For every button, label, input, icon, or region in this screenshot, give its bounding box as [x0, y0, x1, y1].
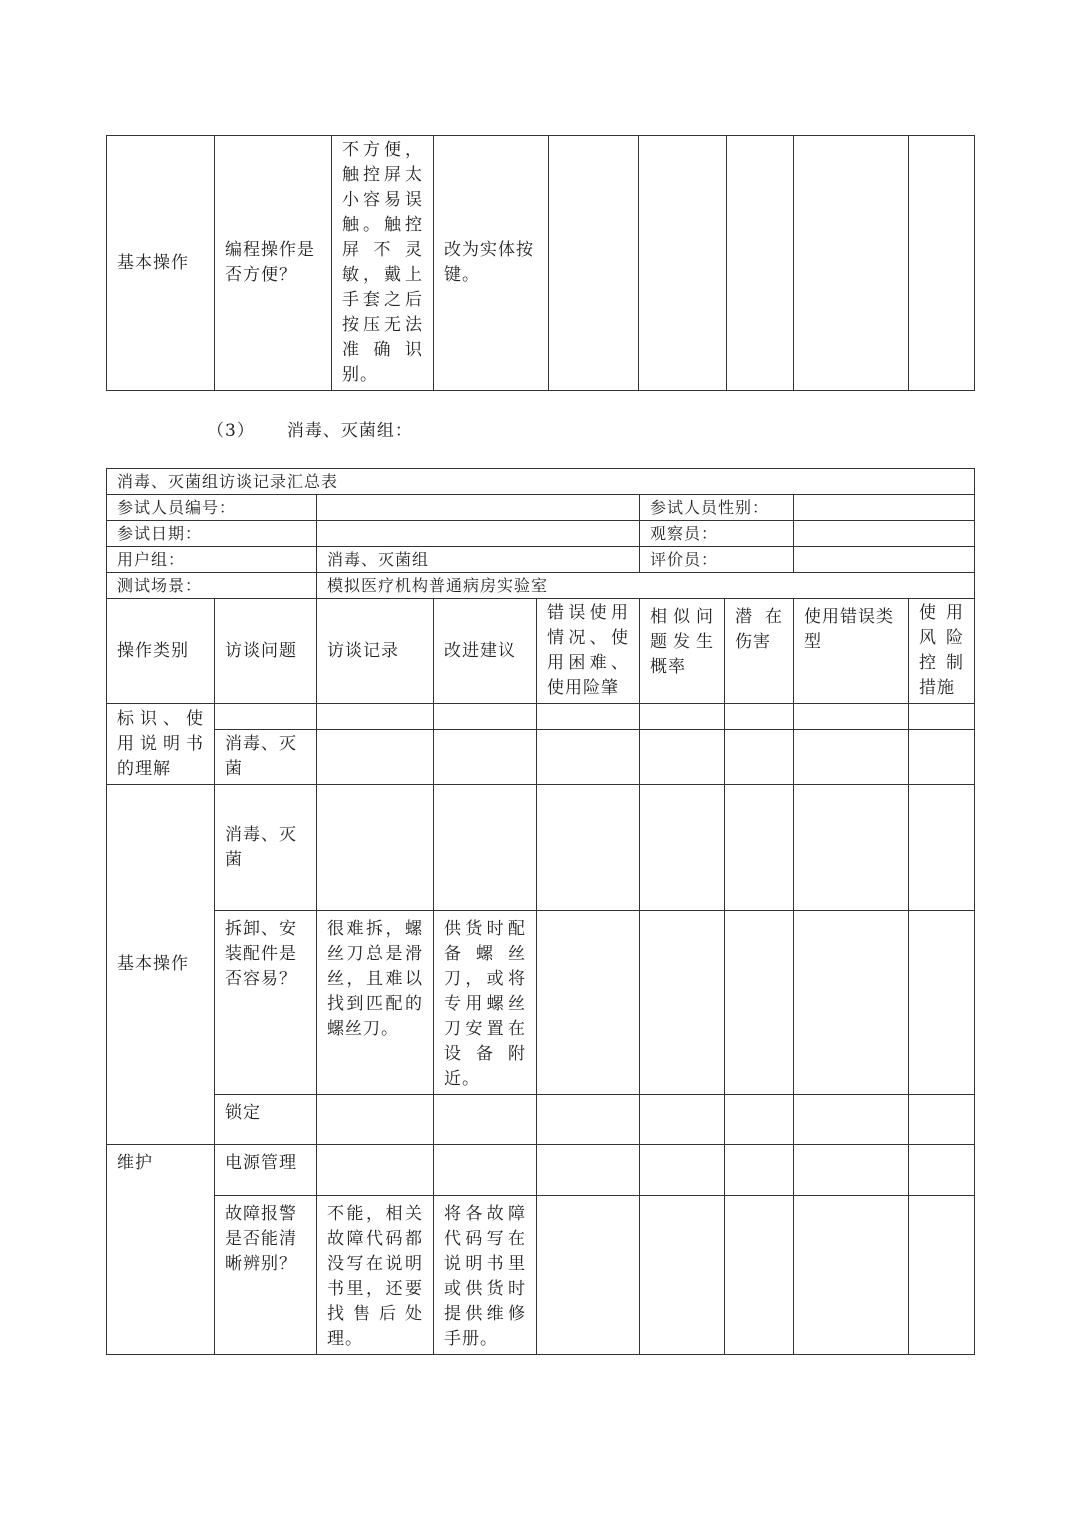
empty-cell	[537, 911, 640, 1095]
empty-cell	[909, 730, 975, 785]
question-cell: 编程操作是否方便？	[215, 136, 332, 391]
section-title: 消毒、灭菌组：	[286, 421, 413, 441]
empty-cell	[727, 136, 794, 391]
header-similar-probability: 相似问题发生概率	[640, 599, 725, 704]
empty-cell	[640, 1095, 725, 1145]
header-suggestion: 改进建议	[434, 599, 537, 704]
empty-cell	[317, 785, 434, 911]
record-cell: 很难拆，螺丝刀总是滑丝，且难以找到匹配的螺丝刀。	[317, 911, 434, 1095]
empty-cell	[725, 704, 794, 730]
empty-cell	[725, 911, 794, 1095]
empty-cell	[434, 730, 537, 785]
record-cell: 不能，相关故障代码都没写在说明书里，还要找售后处理。	[317, 1196, 434, 1355]
empty-cell	[725, 1196, 794, 1355]
empty-cell	[215, 704, 317, 730]
empty-cell	[725, 1095, 794, 1145]
empty-cell	[909, 1196, 975, 1355]
test-date-value	[317, 521, 640, 547]
empty-cell	[909, 1145, 975, 1196]
empty-cell	[794, 704, 909, 730]
header-error-usage: 错误使用情况、使用困难、使用险肇	[537, 599, 640, 704]
empty-cell	[909, 136, 975, 391]
empty-cell	[317, 730, 434, 785]
participant-gender-value	[794, 495, 975, 521]
empty-cell	[640, 704, 725, 730]
section-heading	[207, 416, 413, 441]
table-row	[107, 704, 975, 730]
empty-cell	[537, 1095, 640, 1145]
empty-cell	[640, 785, 725, 911]
header-potential-harm: 潜在伤害	[725, 599, 794, 704]
table-row	[107, 911, 975, 1095]
empty-cell	[909, 785, 975, 911]
observer-value	[794, 521, 975, 547]
group-maintenance: 维护	[107, 1145, 215, 1355]
participant-gender-label: 参试人员性别：	[640, 495, 794, 521]
empty-cell	[434, 704, 537, 730]
category-cell: 基本操作	[107, 136, 215, 391]
empty-cell	[537, 704, 640, 730]
user-group-label: 用户组：	[107, 547, 317, 573]
table-row	[107, 1196, 975, 1355]
empty-cell	[909, 704, 975, 730]
interview-summary-table	[106, 468, 975, 1355]
empty-cell	[434, 1145, 537, 1196]
empty-cell	[640, 730, 725, 785]
table-row	[107, 785, 975, 911]
info-row	[107, 495, 975, 521]
empty-cell	[725, 785, 794, 911]
empty-cell	[639, 136, 727, 391]
empty-cell	[725, 1145, 794, 1196]
header-record: 访谈记录	[317, 599, 434, 704]
info-row	[107, 573, 975, 599]
record-cell: 不方便，触控屏太小容易误触。触控屏不灵敏，戴上手套之后按压无法准确识别。	[332, 136, 434, 391]
scenario-value: 模拟医疗机构普通病房实验室	[317, 573, 975, 599]
empty-cell	[537, 1196, 640, 1355]
suggestion-cell: 改为实体按键。	[434, 136, 549, 391]
empty-cell	[794, 911, 909, 1095]
empty-cell	[909, 1095, 975, 1145]
column-header-row	[107, 599, 975, 704]
observer-label: 观察员：	[640, 521, 794, 547]
evaluator-label: 评价员：	[640, 547, 794, 573]
info-row	[107, 547, 975, 573]
suggestion-cell: 供货时配备螺丝刀，或将专用螺丝刀安置在设备附近。	[434, 911, 537, 1095]
header-risk-control: 使用风险控制措施	[909, 599, 975, 704]
header-error-type: 使用错误类型	[794, 599, 909, 704]
empty-cell	[537, 730, 640, 785]
empty-cell	[317, 704, 434, 730]
test-date-label: 参试日期：	[107, 521, 317, 547]
empty-cell	[434, 1095, 537, 1145]
question-cell: 锁定	[215, 1095, 317, 1145]
table-row	[107, 1095, 975, 1145]
scenario-label: 测试场景：	[107, 573, 317, 599]
empty-cell	[537, 785, 640, 911]
empty-cell	[549, 136, 639, 391]
group-label-manual: 标识、使用说明书的理解	[107, 704, 215, 785]
empty-cell	[794, 136, 909, 391]
empty-cell	[794, 1196, 909, 1355]
empty-cell	[317, 1145, 434, 1196]
header-category: 操作类别	[107, 599, 215, 704]
empty-cell	[640, 1196, 725, 1355]
empty-cell	[725, 730, 794, 785]
table-title: 消毒、灭菌组访谈记录汇总表	[107, 469, 975, 495]
empty-cell	[640, 911, 725, 1095]
question-cell: 消毒、灭菌	[215, 730, 317, 785]
suggestion-cell: 将各故障代码写在说明书里或供货时提供维修手册。	[434, 1196, 537, 1355]
empty-cell	[794, 1095, 909, 1145]
empty-cell	[640, 1145, 725, 1196]
table-row	[107, 730, 975, 785]
participant-id-value	[317, 495, 640, 521]
question-cell: 故障报警是否能清晰辨别？	[215, 1196, 317, 1355]
question-cell: 拆卸、安装配件是否容易？	[215, 911, 317, 1095]
table-title-row	[107, 469, 975, 495]
section-number: （3）	[207, 421, 255, 441]
question-cell: 消毒、灭菌	[215, 785, 317, 911]
empty-cell	[794, 1145, 909, 1196]
empty-cell	[794, 730, 909, 785]
empty-cell	[909, 911, 975, 1095]
header-question: 访谈问题	[215, 599, 317, 704]
group-basic-operation: 基本操作	[107, 785, 215, 1145]
question-cell: 电源管理	[215, 1145, 317, 1196]
user-group-value: 消毒、灭菌组	[317, 547, 640, 573]
empty-cell	[794, 785, 909, 911]
evaluator-value	[794, 547, 975, 573]
participant-id-label: 参试人员编号：	[107, 495, 317, 521]
empty-cell	[537, 1145, 640, 1196]
continued-record-table	[106, 135, 975, 391]
info-row	[107, 521, 975, 547]
empty-cell	[434, 785, 537, 911]
table-row	[107, 1145, 975, 1196]
empty-cell	[317, 1095, 434, 1145]
table-row	[107, 136, 975, 391]
